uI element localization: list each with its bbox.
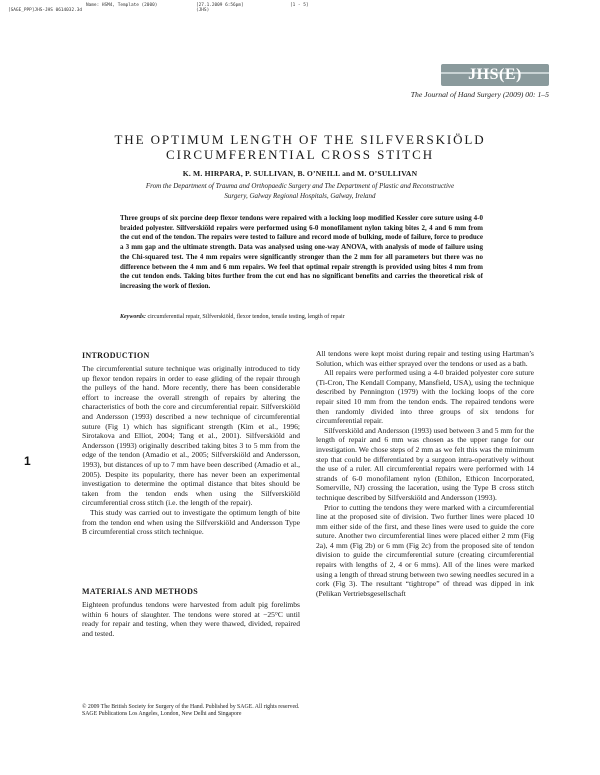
right-column-body xyxy=(316,349,534,598)
journal-logo-text: JHS(E) xyxy=(468,66,522,83)
keywords-list: circumferential repair, Silfverskiöld, flexor tendon, tensile testing, length of repair xyxy=(147,314,345,320)
journal-citation: The Journal of Hand Surgery (2009) 00: 1–5 xyxy=(410,90,549,99)
header-meta-left xyxy=(8,3,157,14)
publisher-line: SAGE Publications Los Angeles, London, New Delhi and Singapore xyxy=(82,711,242,717)
methods-paragraph: Silfverskiöld and Andersson (1993) used between 3 and 5 mm for the length of repair and 6 mm was chosen as the upper range for our investigation. We chose steps of 2 mm as we felt this was the minimum step that could be differentiated by a surgeon intra-operatively without the use of a ruler. All circumferential repairs were performed with 14 strands of 6-0 monofilament nylon (Ethilon, Ethicon Incorporated, Somerville, NJ) crossing the laceration, using the Type B cross stitch technique described by Silfverskiöld and Andersson (1993). xyxy=(316,425,534,502)
article-title-line-1: THE OPTIMUM LENGTH OF THE SILFVERSKIÖLD xyxy=(114,132,486,147)
header-page-range: [1 - 5] xyxy=(290,3,309,8)
article-title-line-2: CIRCUMFERENTIAL CROSS STITCH xyxy=(166,147,434,162)
author-affiliation: From the Department of Trauma and Orthopaedic Surgery and The Department of Plastic and Reconstructive Surgery, Galway Regional Hospitals, Galway, Ireland xyxy=(145,182,455,200)
copyright-footer xyxy=(82,704,299,718)
header-date-line: [27.1.2009 6:56pm] xyxy=(196,3,244,8)
methods-paragraph: Eighteen profundus tendons were harvested from adult pig forelimbs within 6 hours of slaughter. The tendons were stored at −25°C until ready for repair and testing, when they were thawed, divided, repaired and tested. xyxy=(82,600,300,638)
methods-heading: MATERIALS AND METHODS xyxy=(82,587,198,596)
abstract: Three groups of six porcine deep flexor tendons were repaired with a locking loop modified Kessler core suture using 4-0 braided polyester. Silfverskiöld repairs were performed using 6-0 monofilament nylon taking bites 2, 4 and 6 mm from the cut end of the tendon. The repairs were tested to failure and record mode of bulking, mode of failure, force to produce a 3 mm gap and the ultimate strength. Data was analysed using one-way ANOVA, with analysis of mode of failure using the Chi-squared test. The 4 mm repairs were significantly stronger than the 2 mm for all parameters but there was no difference between the 4 mm and 6 mm repairs. We feel that optimal repair strength is provided using bites 4 mm from the cut tendon ends. Taking bites further from the cut end has no significant benefits and carries the theoretical risk of increasing the work of flexion. xyxy=(120,214,483,290)
introduction-paragraph: The circumferential suture technique was originally introduced to tidy up flexor tendon repairs in order to ease gliding of the repair through the pulleys of the hand. More recently, there has been considerable effort to increase the overall strength of repairs by altering the characteristics of both the core and circumferential repair. Silfverskiöld and Andersson (1993) described a new technique of circumferential suture (Fig 1) which has significant strength (Kim et al., 1996; Sirotakova and Elliot, 2004; Tang et al., 2001). Silfverskiöld and Andersson (1993) originally described taking bites 3 to 5 mm from the edge of the tendon (Amadio et al., 2005; Silfverskiöld and Andersson, 1993), but distances of up to 7 mm have been described (Amadio et al., 2005). Despite its popularity, there has never been an experimental investigation to determine the optimal distance that bites should be taken from the tendon ends when using the Silfverskiöld circumferential cross stitch (i.e. the length of the repair). xyxy=(82,364,300,508)
header-journal-code: (JHS) xyxy=(196,8,210,14)
header-template-line: Name: HSM4, Template (2000) xyxy=(86,3,158,8)
journal-logo xyxy=(441,64,549,86)
copyright-line: © 2009 The British Society for Surgery of the Hand. Published by SAGE. All rights reserved. xyxy=(82,704,300,710)
introduction-paragraph: This study was carried out to investigate the optimum length of bite from the tendon end when using the Silfverskiöld and Andersson Type B circumferential cross stitch technique. xyxy=(82,507,300,537)
methods-paragraph: Prior to cutting the tendons they were marked with a circumferential line at the proposed site of division. Two further lines were placed 10 mm either side of the first, and these lines were used to guide the core suture. Another two circumferential lines were placed either 2 mm (Fig 2a), 4 mm (Fig 2b) or 6 mm (Fig 2c) from the proposed site of tendon division to guide the circumferential suture (creating circumferential repairs with lengths of 2, 4 or 6 mms). All of the lines were marked using a length of thread strung between two sewing needles secured in a cork (Fig 3). The resultant “tightrope” of thread was dipped in ink (Pelikan Vertriebsgesellschaft xyxy=(316,502,534,598)
author-list: K. M. HIRPARA, P. SULLIVAN, B. O’NEILL and M. O’SULLIVAN xyxy=(182,169,418,178)
header-file-line: [SAGE_PPP]JHS-JHS 0614032.3d xyxy=(8,8,83,14)
header-meta-right xyxy=(290,3,309,8)
methods-paragraph: All repairs were performed using a 4-0 braided polyester core suture (Ti-Cron, The Kendall Company, Mansfield, USA), using the technique described by Pennington (1979) with the locking loops of the core repair sited 10 mm from the tendon ends. The repaired tendons were then randomly divided into three groups of six tendons for circumferential repair. xyxy=(316,368,534,426)
introduction-heading: INTRODUCTION xyxy=(82,351,150,360)
keywords xyxy=(120,313,483,321)
header-meta-middle xyxy=(196,3,244,14)
methods-paragraph: All tendons were kept moist during repair and testing using Hartman’s Solution, which was either sprayed over the tendons or used as a bath. xyxy=(316,349,534,368)
keywords-label: Keywords: xyxy=(120,314,146,320)
page-marker-number: 1 xyxy=(24,454,31,468)
introduction-body xyxy=(82,364,300,537)
methods-body xyxy=(82,600,300,638)
